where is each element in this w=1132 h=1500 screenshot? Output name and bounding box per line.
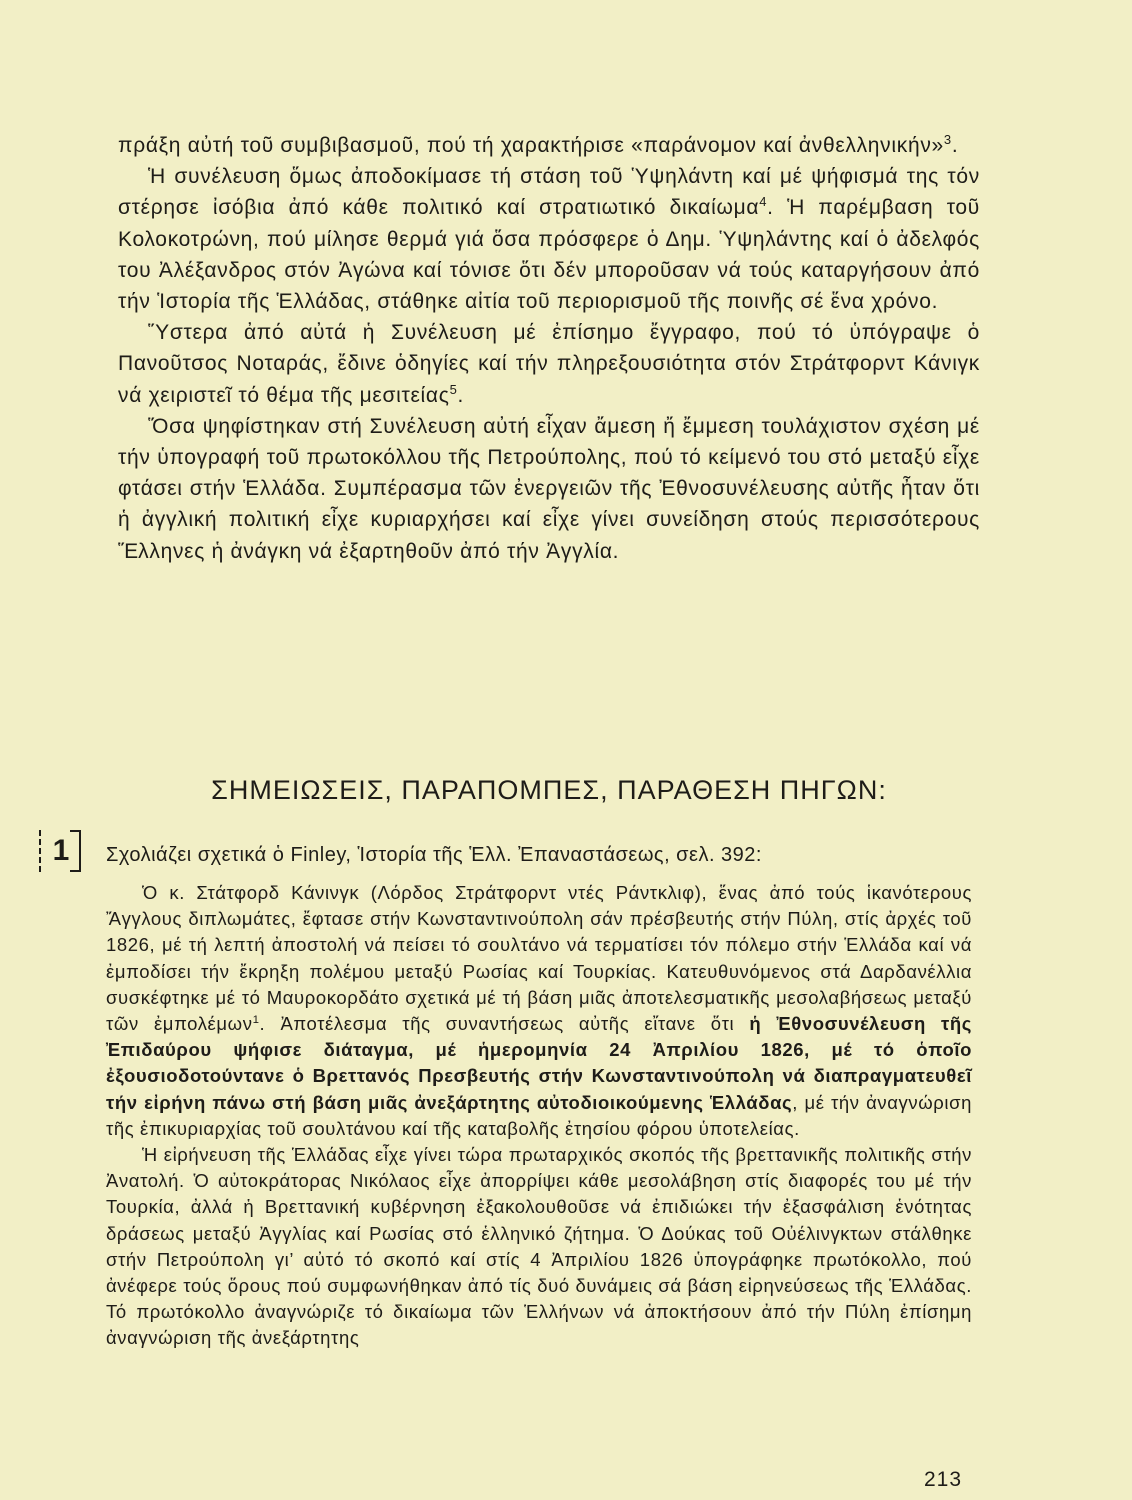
note-paragraph-1: Ὁ κ. Στάτφορδ Κάνινγκ (Λόρδος Στράτφορντ ντές Ράντκλιφ), ἕνας ἀπό τούς ἱκανότερους Ἄγγλους διπλωμάτες, ἔφτασε στήν Κωνσταντινούπολη σάν πρέσβευτής στήν Πύλη, στίς ἀρχές τοῦ 1826, μέ τή λεπτή ἀποστολή νά πείσει τό σουλτάνο νά τερματίσει τόν πόλεμο στήν Ἑλλάδα καί νά ἐμποδίσει τήν ἔκρηξη πολέμου μεταξύ Ρωσίας καί Τουρκίας. Κατευθυνόμενος στά Δαρδανέλλια συσκέφτηκε μέ τό Μαυροκορδάτο σχετικά μέ τή βάση μιᾶς ἀποτελεσματικῆς μεσολαβήσεως μεταξύ τῶν ἐμπολέμων$^1$. Ἀποτέλεσμα τῆς συναντήσεως αὐτῆς εἴτανε ὅτι ἡ Ἐθνοσυνέλευση τῆς Ἐπιδαύρου ψήφισε διάταγμα, μέ ἡμερομηνία 24 Ἀπριλίου 1826, μέ τό ὁποῖο ἐξουσιοδοτούντανε ὁ Βρεττανός Πρεσβευτής στήν Κωνσταντινούπολη νά διαπραγματευθεῖ τήν εἰρήνη πάνω στή βάση μιᾶς ἀνεξάρτητης αὐτοδιοικούμενης Ἑλλάδας, μέ τήν ἀναγνώριση τῆς ἐπικυριαρχίας τοῦ σουλτάνου καί τῆς καταβολῆς ἐτησίου φόρου ὑποτελείας. [106, 882, 972, 1139]
note-title: Σχολιάζει σχετικά ὁ Finley, Ἱστορία τῆς Ἑλλ. Ἐπαναστάσεως, σελ. 392: [106, 844, 762, 866]
footnote-ref-4: 4 [759, 194, 768, 210]
main-text [118, 130, 980, 567]
notes-heading: ΣΗΜΕΙΩΣΕΙΣ, ΠΑΡΑΠΟΜΠΕΣ, ΠΑΡΑΘΕΣΗ ΠΗΓΩΝ: [211, 775, 887, 805]
note-text [106, 880, 972, 1352]
page-number: 213 [924, 1468, 963, 1491]
footnote-ref-3: 3 [943, 132, 952, 147]
paragraph-3: Ὕστερα ἀπό αὐτά ἡ Συνέλευση μέ ἐπίσημο ἔγγραφο, πού τό ὑπόγραψε ὁ Πανοῦτσος Νοταράς, ἔδινε ὁδηγίες καί τήν πληρεξουσιότητα στόν Στράτφορντ Κάνιγκ νά χειριστεῖ τό θέμα τῆς μεσιτείας$^5$. [118, 321, 980, 407]
note-paragraph-2: Ἡ εἰρήνευση τῆς Ἑλλάδας εἶχε γίνει τώρα πρωταρχικός σκοπός τῆς βρεττανικῆς πολιτικῆς στήν Ἀνατολή. Ὁ αὐτοκράτορας Νικόλαος εἶχε ἀπορρίψει κάθε μεσολάβηση στίς διαφορές του μέ τήν Τουρκία, ἀλλά ἡ Βρεττανική κυβέρνηση ἐξακολουθοῦσε νά ἐπιδιώκει τήν ἐξασφάλιση ἑνότητας δράσεως μεταξύ Ἀγγλίας καί Ρωσίας στό ἑλληνικό ζήτημα. Ὁ Δούκας τοῦ Οὐέλινγκτων στάλθηκε στήν Πετρούπολη γι’ αὐτό τό σκοπό καί στίς 4 Ἀπριλίου 1826 ὑπογράφηκε πρωτόκολλο, πού ἀνέφερε τούς ὅρους πού συμφωνήθηκαν ἀπό τίς δυό δυνάμεις σά βάση εἰρηνεύσεως τῆς Ἑλλάδας. Τό πρωτόκολλο ἀναγνώριζε τό δικαίωμα τῶν Ἑλλήνων νά ἀποκτήσουν ἀπό τήν Πύλη ἐπίσημη ἀναγνώριση τῆς ἀνεξάρτητης [106, 1144, 972, 1349]
footnote-ref-5: 5 [449, 381, 458, 397]
paragraph-2: Ἡ συνέλευση ὅμως ἀποδοκίμασε τή στάση τοῦ Ὑψηλάντη καί μέ ψήφισμά της τόν στέρησε ἰσόβια ἀπό κάθε πολιτικό καί στρατιωτικό δικαίωμα$^4$. Ἡ παρέμβαση τοῦ Κολοκοτρώνη, πού μίλησε θερμά γιά ὅσα πρόσφερε ὁ Δημ. Ὑψηλάντης καί ὁ ἀδελφός του Ἀλέξανδρος στόν Ἀγώνα καί τόνισε ὅτι δέν μποροῦσαν νά τούς καταργήσουν ἀπό τήν Ἱστορία τῆς Ἑλλάδας, στάθηκε αἰτία τοῦ περιορισμοῦ τῆς ποινῆς σέ ἕνα χρόνο. [118, 165, 980, 314]
note-number-marker: 1 [37, 828, 85, 874]
paragraph-4: Ὅσα ψηφίστηκαν στή Συνέλευση αὐτή εἶχαν ἄμεση ἤ ἔμμεση τουλάχιστον σχέση μέ τήν ὑπογραφή τοῦ πρωτοκόλλου τῆς Πετρούπολης, πού τό κείμενό του στό μεταξύ εἶχε φτάσει στήν Ἑλλάδα. Συμπέρασμα τῶν ἐνεργειῶν τῆς Ἐθνοσυνέλευσης αὐτῆς ἦταν ὅτι ἡ ἀγγλική πολιτική εἶχε κυριαρχήσει καί εἶχε γίνει συνείδηση στούς περισσότερους Ἕλληνες ἡ ἀνάγκη νά ἐξαρτηθοῦν ἀπό τήν Ἀγγλία. [118, 414, 980, 563]
note-bold-passage: ἡ Ἐθνοσυνέλευση τῆς Ἐπιδαύρου ψήφισε διάταγμα, μέ ἡμερομηνία 24 Ἀπριλίου 1826, μέ τό ὁποῖο ἐξουσιοδοτούντανε ὁ Βρεττανός Πρεσβευτής στήν Κωνσταντινούπολη νά διαπραγματευθεῖ τήν εἰρήνη πάνω στή βάση μιᾶς ἀνεξάρτητης αὐτοδιοικούμενης Ἑλλάδας [106, 1013, 972, 1113]
note-footnote-ref-1: 1 [252, 1013, 260, 1026]
paragraph-1: πράξη αὐτή τοῦ συμβιβασμοῦ, πού τή χαρακτήρισε «παράνομον καί ἀνθελληνικήν»$^3$. [118, 132, 959, 157]
